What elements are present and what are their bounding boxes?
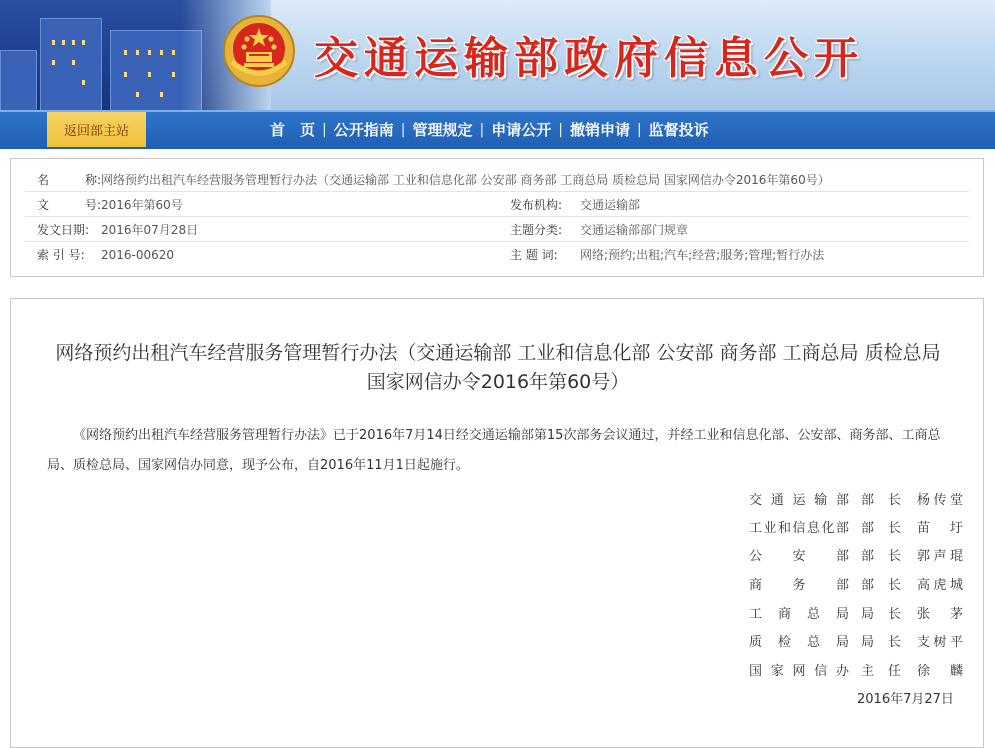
meta-row-docno (25, 194, 969, 217)
meta-row-index (25, 244, 969, 266)
signatory-position: 主任 (861, 664, 901, 679)
signatory-org: 交通运输部 (749, 493, 849, 508)
signatory-position: 部长 (861, 521, 901, 536)
meta-row-name (25, 169, 969, 192)
nav-separator: | (322, 121, 327, 138)
category-value: 交通运输部部门规章 (580, 223, 689, 237)
nav-separator: | (479, 121, 485, 138)
signatory-row (749, 517, 969, 537)
nav-home[interactable]: 首 页 (270, 121, 316, 139)
document-meta-table (10, 158, 984, 277)
document-date: 2016年7月27日 (857, 692, 954, 707)
signatory-row (749, 660, 969, 680)
signatory-position: 部长 (861, 578, 901, 593)
signatory-name: 郭声琨 (917, 549, 963, 564)
nav-links (270, 112, 709, 147)
signatory-row (749, 631, 969, 651)
nav-separator: | (558, 121, 563, 138)
keywords-label: 主 题 词: (510, 248, 558, 262)
signatory-org: 工业和信息化部 (749, 521, 849, 536)
meta-row-date (25, 219, 969, 242)
national-emblem-icon (222, 14, 296, 88)
return-home-button[interactable]: 返回部主站 (47, 112, 146, 147)
index-label: 索 引 号: (37, 248, 85, 262)
date-label: 发文日期: (37, 223, 90, 237)
nav-public-guide[interactable]: 公开指南 (333, 121, 394, 139)
signatory-name: 苗圩 (917, 521, 963, 536)
signatory-position: 局长 (861, 607, 901, 622)
doc-no-value: 2016年第60号 (101, 198, 183, 212)
header-banner (0, 0, 995, 110)
issuer-label: 发布机构: (510, 198, 563, 212)
keywords-value: 网络;预约;出租;汽车;经营;服务;管理;暂行办法 (580, 248, 825, 262)
nav-regulations[interactable]: 管理规定 (412, 121, 473, 139)
issuer-value: 交通运输部 (580, 198, 641, 212)
signatory-org: 质检总局 (749, 635, 849, 650)
nav-withdraw-application[interactable]: 撤销申请 (569, 121, 630, 139)
signatory-org: 公安部 (749, 549, 849, 564)
document-content (10, 298, 984, 748)
nav-separator: | (636, 121, 642, 138)
signatory-name: 支树平 (917, 635, 963, 650)
category-label: 主题分类: (510, 223, 563, 237)
doc-no-label: 文 号: (37, 198, 102, 212)
nav-complaints[interactable]: 监督投诉 (648, 121, 709, 139)
name-label: 名 称: (37, 173, 102, 187)
site-title: 交通运输部政府信息公开 (314, 33, 864, 84)
signatory-position: 部长 (861, 549, 901, 564)
signatory-name: 杨传堂 (917, 493, 963, 508)
signatory-position: 局长 (861, 635, 901, 650)
document-title: 网络预约出租汽车经营服务管理暂行办法（交通运输部 工业和信息化部 公安部 商务部 工商总局 质检总局 国家网信办令2016年第60号） (55, 342, 941, 393)
signatory-row (749, 489, 969, 509)
signatory-row (749, 574, 969, 594)
document-paragraph: 《网络预约出租汽车经营服务管理暂行办法》已于2016年7月14日经交通运输部第15次部务会议通过，并经工业和信息化部、公安部、商务部、工商总局、质检总局、国家网信办同意，现予公布，自2016年11月1日起施行。 (47, 428, 941, 473)
signatory-name: 高虎城 (917, 578, 963, 593)
signatory-org: 商务部 (749, 578, 849, 593)
index-value: 2016-00620 (101, 248, 175, 262)
signatory-row (749, 603, 969, 623)
signatory-name: 徐麟 (917, 664, 963, 679)
signatory-name: 张茅 (917, 607, 963, 622)
nav-apply-disclosure[interactable]: 申请公开 (491, 121, 552, 139)
signatory-org: 工商总局 (749, 607, 849, 622)
signatory-position: 部长 (861, 493, 901, 508)
nav-separator: | (400, 121, 406, 138)
signatory-row (749, 545, 969, 565)
signatory-org: 国家网信办 (749, 664, 849, 679)
date-value: 2016年07月28日 (101, 223, 199, 237)
name-value: 网络预约出租汽车经营服务管理暂行办法（交通运输部 工业和信息化部 公安部 商务部 工商总局 质检总局 国家网信办令2016年第60号） (101, 173, 830, 187)
